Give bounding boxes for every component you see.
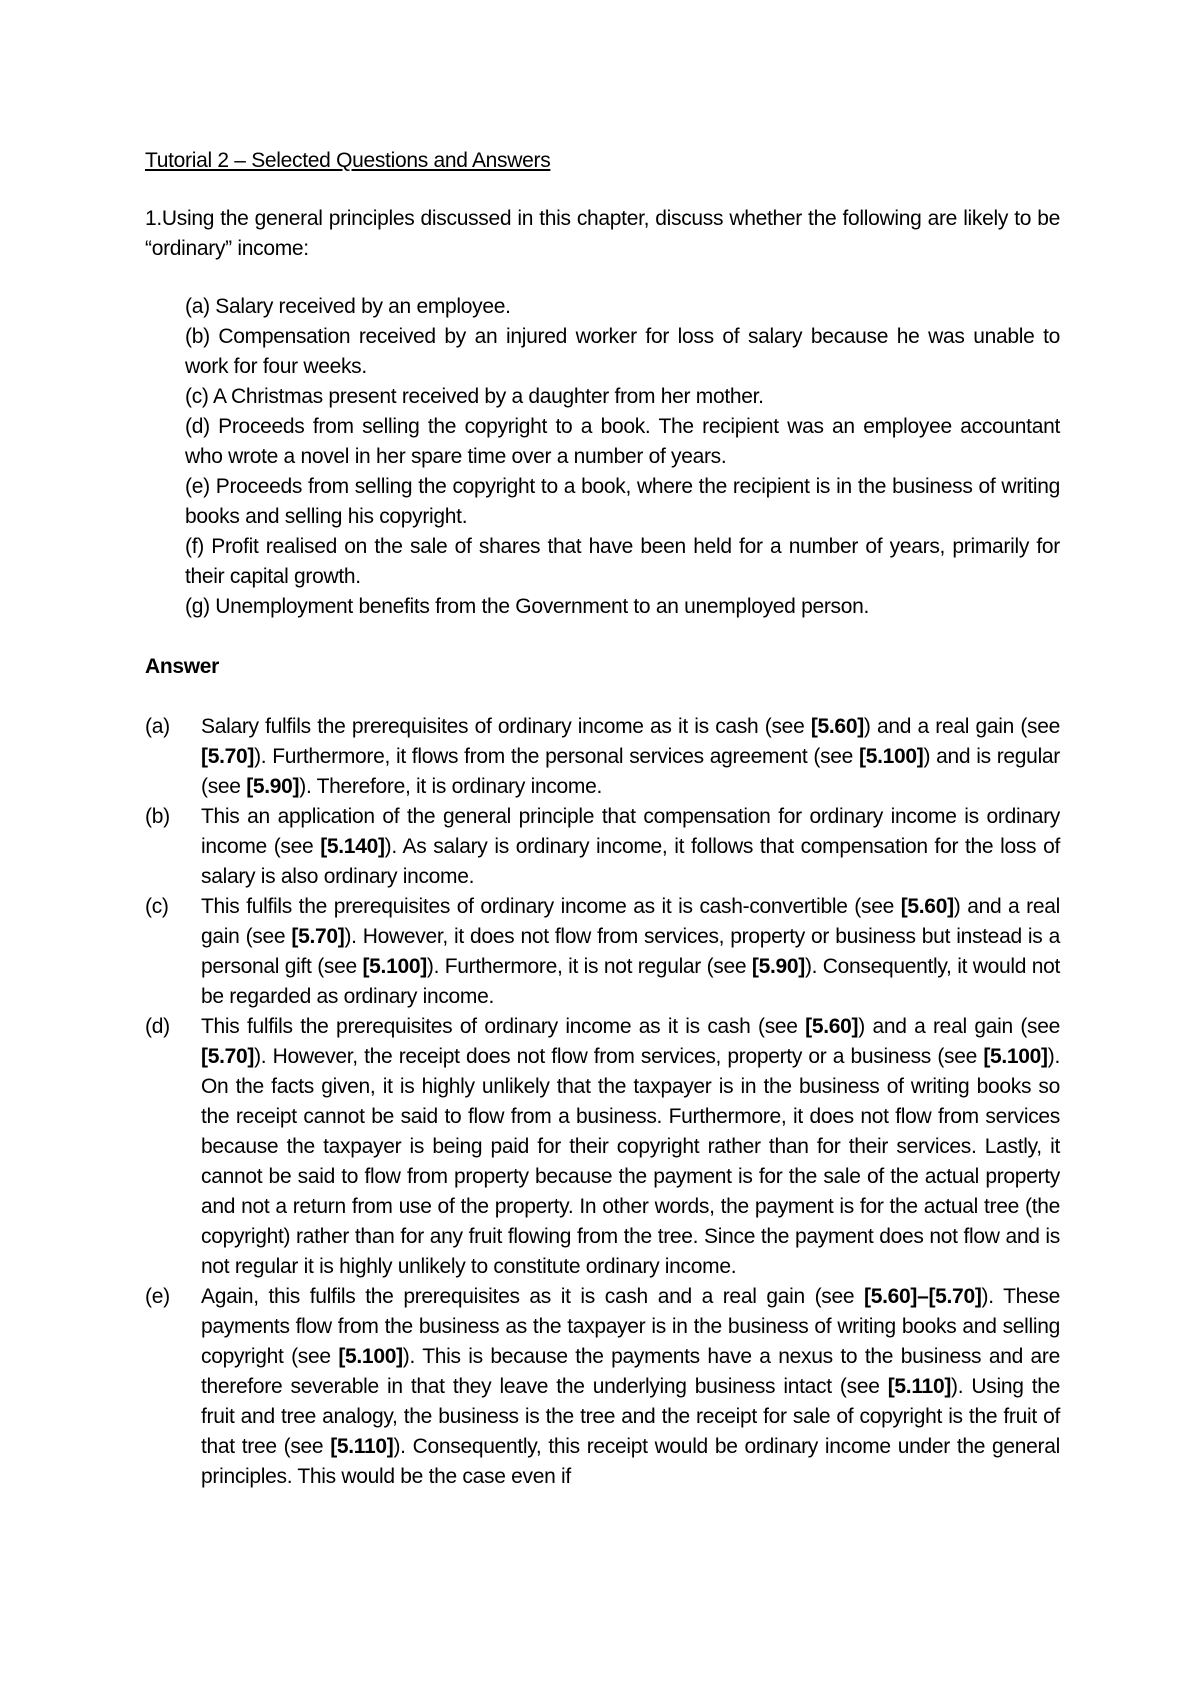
question-text: 1.Using the general principles discussed in this chapter, discuss whether the following are likely to be “ordinary” income: [145, 207, 1060, 260]
answer-text-segment: ). This is because the payments have a nexus to the business and are therefore severable in that they leave the underlying business intact (see [201, 1345, 1060, 1398]
answer-text-segment: ). However, the receipt does not flow from services, property or a business (see [254, 1045, 984, 1068]
answer-text [201, 712, 1060, 802]
answer-text-segment: ). Using the fruit and tree analogy, the business is the tree and the receipt for sale of copyright is the fruit of that tree (see [201, 1375, 1061, 1458]
answer-text-segment: ). Therefore, it is ordinary income. [299, 775, 603, 798]
section-reference: [5.100] [859, 745, 924, 768]
answer-item [145, 712, 1060, 802]
question-item: (d) Proceeds from selling the copyright to a book. The recipient was an employee accountant who wrote a novel in her spare time over a number of years. [185, 415, 1060, 468]
section-reference: [5.100] [362, 955, 427, 978]
question-item: (c) A Christmas present received by a daughter from her mother. [185, 385, 764, 408]
answer-text [201, 802, 1060, 892]
section-reference: [5.110] [330, 1435, 394, 1458]
answer-text-segment: ) and a real gain (see [858, 1015, 1060, 1038]
answer-heading: Answer [145, 655, 220, 678]
answer-marker: (e) [145, 1285, 170, 1308]
answer-text-segment: ). Consequently, it would not be regarded as ordinary income. [201, 955, 1060, 1008]
section-reference: [5.110] [887, 1375, 952, 1398]
answer-marker: (c) [145, 895, 169, 918]
answer-item [145, 802, 1060, 892]
section-reference: [5.70] [201, 1045, 255, 1068]
answer-item [145, 1012, 1060, 1282]
section-reference: [5.70] [201, 745, 255, 768]
question-items-list [185, 292, 1060, 622]
answer-text-segment: ). However, it does not flow from services, property or business but instead is a personal gift (see [201, 925, 1060, 978]
section-reference: [5.140] [320, 835, 385, 858]
section-reference: [5.60] [810, 715, 864, 738]
answer-text-segment: ) and a real gain (see [201, 895, 1060, 948]
answer-marker: (d) [145, 1015, 170, 1038]
section-reference: [5.60] [805, 1015, 859, 1038]
section-reference: [5.100] [983, 1045, 1048, 1068]
answers-list [145, 712, 1060, 1492]
section-reference: [5.100] [338, 1345, 403, 1368]
answer-text-segment: ). As salary is ordinary income, it follows that compensation for the loss of salary is also ordinary income. [201, 835, 1060, 888]
section-reference: [5.60] [900, 895, 954, 918]
section-reference: [5.60]–[5.70] [864, 1285, 982, 1308]
document-page [145, 146, 1060, 1492]
answer-marker: (a) [145, 715, 170, 738]
answer-text-segment: ) and is regular (see [201, 745, 1061, 798]
answer-marker: (b) [145, 805, 170, 828]
answer-text-segment: ). Consequently, this receipt would be ordinary income under the general principles. This would be the case even if [201, 1435, 1060, 1488]
document-title: Tutorial 2 – Selected Questions and Answers [145, 149, 551, 172]
question-item: (b) Compensation received by an injured worker for loss of salary because he was unable to work for four weeks. [185, 325, 1060, 378]
answer-text-segment: This an application of the general principle that compensation for ordinary income is ordinary income (see [201, 805, 1060, 858]
answer-text [201, 892, 1060, 1012]
answer-text-segment: ). These payments flow from the business as the taxpayer is in the business of writing books and selling copyright (see [201, 1285, 1060, 1368]
question-item: (a) Salary received by an employee. [185, 295, 511, 318]
question-item: (e) Proceeds from selling the copyright to a book, where the recipient is in the business of writing books and selling his copyright. [185, 475, 1060, 528]
question-item: (f) Profit realised on the sale of shares that have been held for a number of years, primarily for their capital growth. [185, 535, 1060, 588]
answer-text-segment: ). On the facts given, it is highly unlikely that the taxpayer is in the business of writing books so the receipt cannot be said to flow from a business. Furthermore, it does not flow from services because the taxpayer is being paid for their copyright rather than for their services. Lastly, it cannot be said to flow from property because the payment is for the sale of the actual property and not a return from use of the property. In other words, the payment is for the actual tree (the copyright) rather than for any fruit flowing from the tree. Since the payment does not flow and is not regular it is highly unlikely to constitute ordinary income. [201, 1045, 1060, 1278]
section-reference: [5.90] [751, 955, 805, 978]
section-reference: [5.90] [246, 775, 300, 798]
answer-item [145, 892, 1060, 1012]
answer-text-segment: This fulfils the prerequisites of ordinary income as it is cash (see [201, 1015, 806, 1038]
answer-text-segment: ). Furthermore, it flows from the personal services agreement (see [254, 745, 860, 768]
answer-text [201, 1012, 1060, 1282]
answer-item [145, 1282, 1060, 1492]
answer-text-segment: ) and a real gain (see [863, 715, 1060, 738]
answer-text-segment: This fulfils the prerequisites of ordinary income as it is cash-convertible (see [201, 895, 901, 918]
answer-text [201, 1282, 1060, 1492]
answer-text-segment: Salary fulfils the prerequisites of ordinary income as it is cash (see [201, 715, 811, 738]
question-item: (g) Unemployment benefits from the Government to an unemployed person. [185, 595, 870, 618]
answer-text-segment: Again, this fulfils the prerequisites as it is cash and a real gain (see [201, 1285, 865, 1308]
section-reference: [5.70] [291, 925, 345, 948]
answer-text-segment: ). Furthermore, it is not regular (see [426, 955, 752, 978]
